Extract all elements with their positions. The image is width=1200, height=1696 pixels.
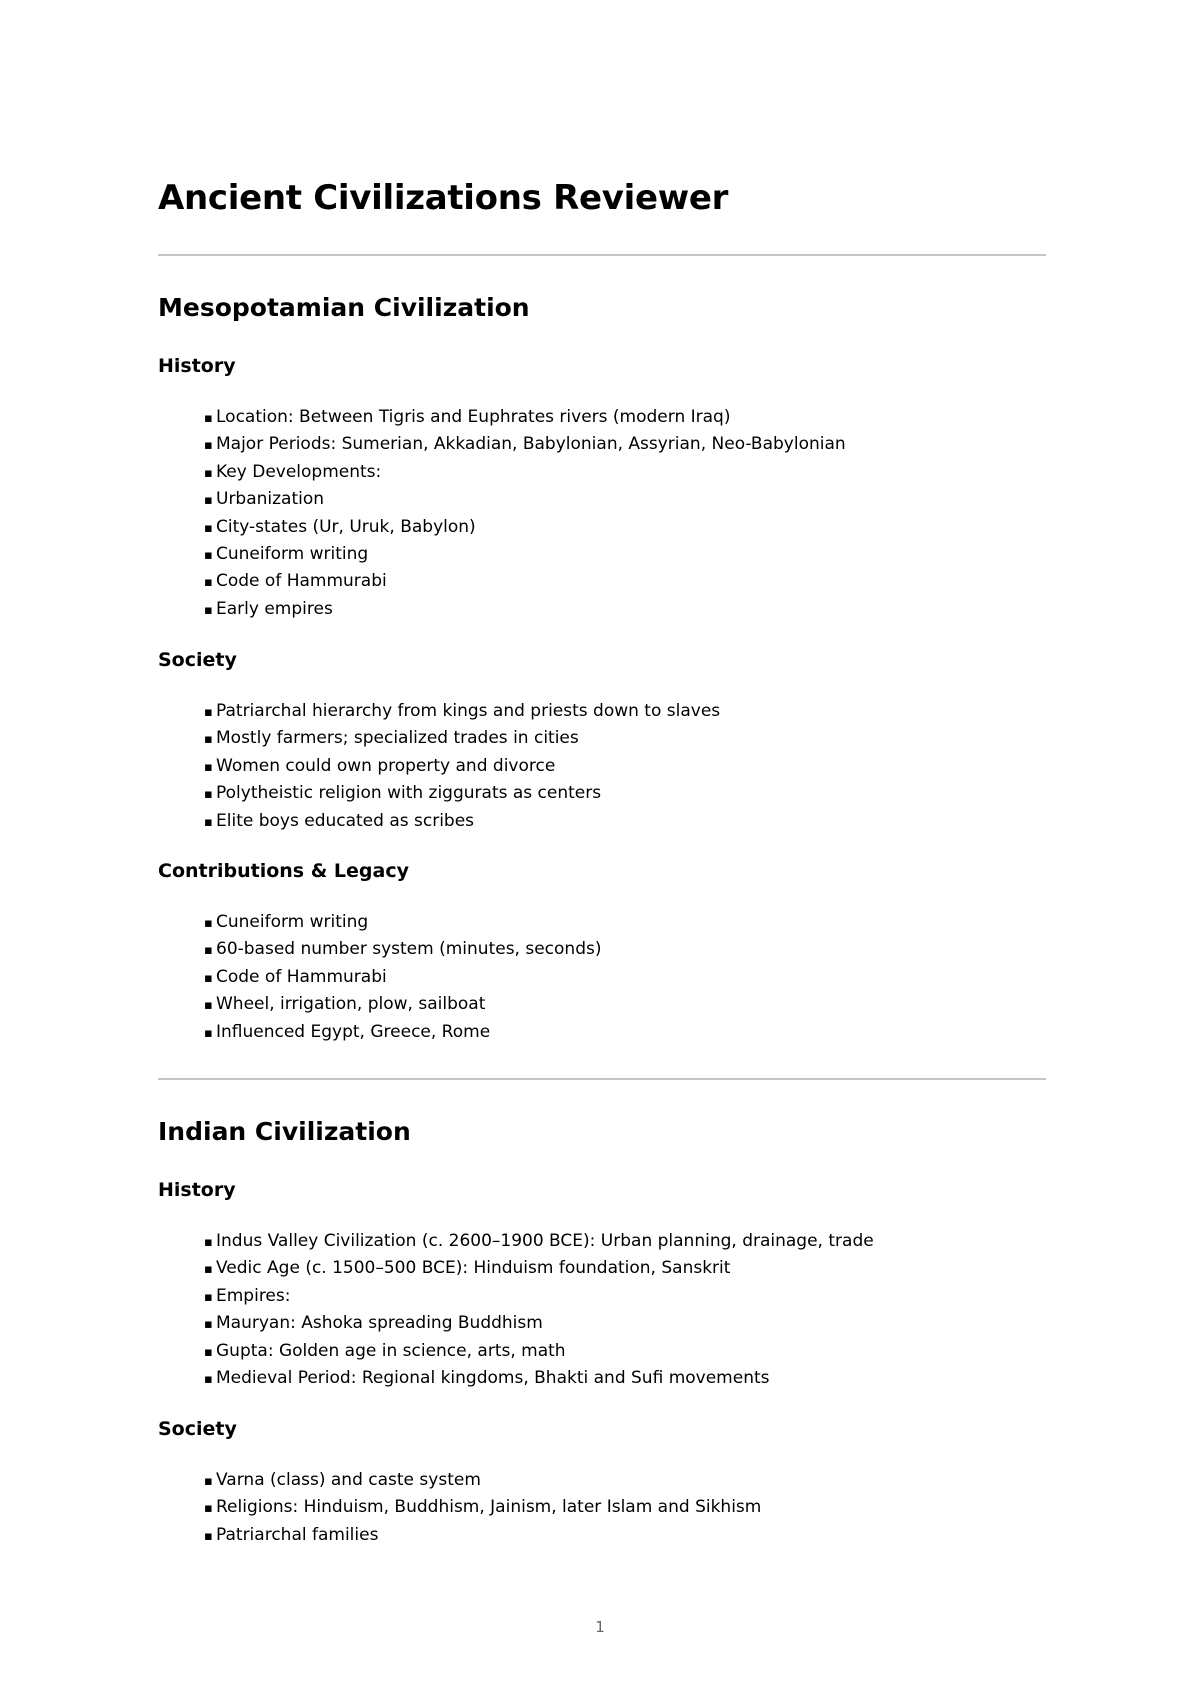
list-item-text: 60-based number system (minutes, seconds)	[216, 939, 602, 960]
bullet-list-indian-society	[204, 1467, 761, 1549]
list-item	[204, 1283, 874, 1310]
bullet-square-icon: ▪	[204, 916, 213, 931]
bullet-list-indian-history	[204, 1228, 874, 1392]
list-item-text: Indus Valley Civilization (c. 2600–1900 BCE): Urban planning, drainage, trade	[216, 1231, 874, 1251]
list-item-text: Women could own property and divorce	[216, 755, 556, 776]
list-item	[204, 1522, 761, 1549]
bullet-square-icon: ▪	[204, 1317, 213, 1333]
list-item-text: Code of Hammurabi	[216, 966, 387, 987]
list-item-text: Code of Hammurabi	[216, 571, 387, 592]
list-item-text: Empires:	[216, 1285, 291, 1306]
list-item	[204, 909, 601, 936]
list-item	[204, 1228, 874, 1255]
title-divider	[158, 254, 1046, 256]
subsection-title-mesopotamian-history: History	[158, 355, 236, 377]
bullet-square-icon: ▪	[204, 1528, 213, 1544]
bullet-square-icon: ▪	[204, 787, 213, 803]
list-item-text: Mostly farmers; specialized trades in cities	[216, 728, 579, 749]
list-item-text: City-states (Ur, Uruk, Babylon)	[216, 516, 476, 537]
bullet-square-icon: ▪	[204, 465, 213, 481]
bullet-square-icon: ▪	[204, 493, 213, 509]
list-item	[204, 1338, 874, 1365]
list-item	[204, 1365, 874, 1392]
bullet-square-icon: ▪	[204, 1262, 213, 1278]
bullet-square-icon: ▪	[204, 520, 213, 536]
list-item-text: Religions: Hinduism, Buddhism, Jainism, later Islam and Sikhism	[216, 1497, 762, 1518]
list-item	[204, 568, 846, 595]
bullet-square-icon: ▪	[204, 1501, 213, 1517]
bullet-square-icon: ▪	[204, 1289, 213, 1305]
list-item-text: Key Developments:	[216, 461, 382, 482]
list-item	[204, 404, 846, 431]
list-item	[204, 936, 601, 963]
list-item-text: Medieval Period: Regional kingdoms, Bhakti and Sufi movements	[216, 1367, 770, 1388]
list-item	[204, 459, 846, 486]
list-item	[204, 1467, 761, 1494]
list-item-text: Polytheistic religion with ziggurats as centers	[216, 783, 602, 804]
bullet-square-icon: ▪	[204, 547, 213, 563]
list-item	[204, 964, 601, 991]
list-item-text: Early empires	[216, 598, 333, 619]
bullet-square-icon: ▪	[204, 998, 213, 1014]
section-divider	[158, 1078, 1046, 1080]
bullet-square-icon: ▪	[204, 970, 213, 986]
bullet-square-icon: ▪	[204, 1025, 213, 1041]
list-item	[204, 1255, 874, 1282]
list-item-text: Elite boys educated as scribes	[216, 810, 475, 831]
bullet-square-icon: ▪	[204, 943, 213, 959]
list-item	[204, 1494, 761, 1521]
list-item	[204, 486, 846, 513]
list-item-text: Wheel, irrigation, plow, sailboat	[216, 994, 486, 1015]
page-number: 1	[595, 1618, 605, 1636]
bullet-square-icon: ▪	[204, 1344, 213, 1360]
bullet-square-icon: ▪	[204, 411, 213, 426]
document-title: Ancient Civilizations Reviewer	[158, 178, 729, 218]
bullet-square-icon: ▪	[204, 438, 213, 454]
list-item	[204, 725, 720, 752]
bullet-square-icon: ▪	[204, 602, 213, 618]
list-item	[204, 514, 846, 541]
subsection-title-mesopotamian-society: Society	[158, 649, 237, 671]
subsection-title-indian-history: History	[158, 1179, 236, 1201]
list-item-text: Location: Between Tigris and Euphrates rivers (modern Iraq)	[216, 407, 731, 427]
bullet-square-icon: ▪	[204, 1474, 213, 1489]
bullet-list-mesopotamian-contributions	[204, 909, 601, 1046]
list-item	[204, 541, 846, 568]
bullet-square-icon: ▪	[204, 732, 213, 748]
list-item	[204, 991, 601, 1018]
list-item-text: Major Periods: Sumerian, Akkadian, Babylonian, Assyrian, Neo-Babylonian	[216, 434, 846, 455]
bullet-square-icon: ▪	[204, 759, 213, 775]
list-item	[204, 808, 720, 835]
list-item-text: Vedic Age (c. 1500–500 BCE): Hinduism foundation, Sanskrit	[216, 1258, 731, 1279]
subsection-title-mesopotamian-contributions: Contributions & Legacy	[158, 860, 409, 882]
list-item	[204, 1019, 601, 1046]
list-item-text: Patriarchal families	[216, 1524, 379, 1545]
list-item-text: Gupta: Golden age in science, arts, math	[216, 1340, 566, 1361]
section-title-indian: Indian Civilization	[158, 1117, 411, 1146]
bullet-square-icon: ▪	[204, 814, 213, 830]
list-item-text: Cuneiform writing	[216, 543, 369, 564]
list-item	[204, 753, 720, 780]
bullet-list-mesopotamian-history	[204, 404, 846, 623]
list-item-text: Varna (class) and caste system	[216, 1470, 481, 1490]
subsection-title-indian-society: Society	[158, 1418, 237, 1440]
list-item	[204, 1310, 874, 1337]
list-item	[204, 780, 720, 807]
bullet-square-icon: ▪	[204, 705, 213, 720]
bullet-square-icon: ▪	[204, 1371, 213, 1387]
list-item-text: Patriarchal hierarchy from kings and priests down to slaves	[216, 701, 721, 721]
list-item-text: Mauryan: Ashoka spreading Buddhism	[216, 1313, 543, 1334]
list-item-text: Urbanization	[216, 489, 325, 510]
list-item	[204, 596, 846, 623]
list-item-text: Influenced Egypt, Greece, Rome	[216, 1021, 491, 1042]
bullet-square-icon: ▪	[204, 1235, 213, 1250]
bullet-list-mesopotamian-society	[204, 698, 720, 835]
bullet-square-icon: ▪	[204, 575, 213, 591]
section-title-mesopotamian: Mesopotamian Civilization	[158, 293, 530, 322]
list-item	[204, 431, 846, 458]
list-item	[204, 698, 720, 725]
list-item-text: Cuneiform writing	[216, 912, 369, 932]
